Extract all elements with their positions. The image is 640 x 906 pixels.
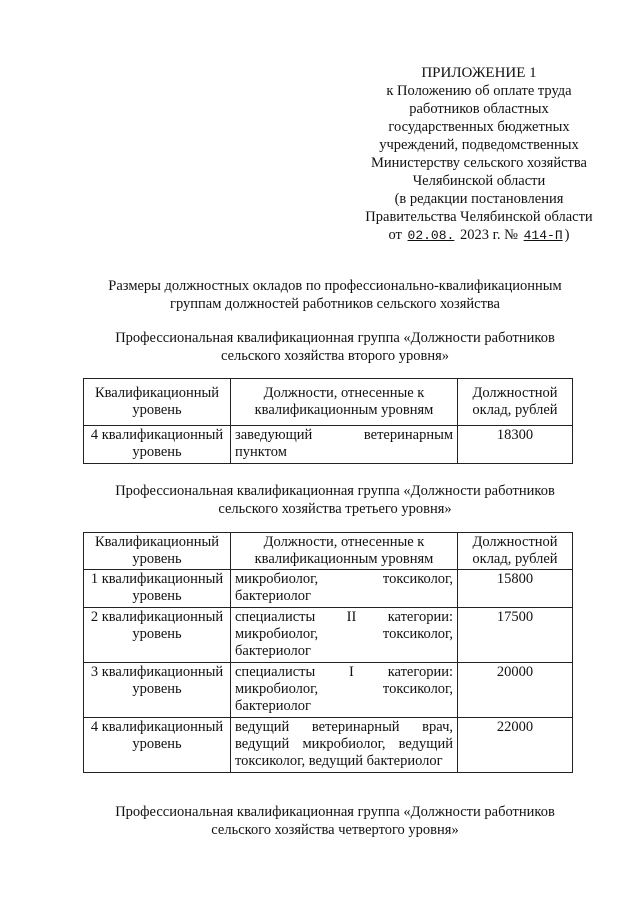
cell-level: 1 квалификационный уровень xyxy=(84,570,231,608)
table-row xyxy=(84,608,573,663)
group-heading-line: Профессиональная квалификационная группа «Должности работников xyxy=(115,483,555,499)
date-prefix: от xyxy=(388,227,402,243)
header-positions: Должности, отнесенные к квалификационным уровням xyxy=(231,533,458,570)
cell-salary: 15800 xyxy=(458,570,573,608)
group-heading-line: сельского хозяйства второго уровня» xyxy=(220,348,450,364)
document-title xyxy=(70,277,600,313)
appendix-line: работников областных xyxy=(409,101,549,117)
salary-table-second-level xyxy=(83,378,573,464)
header-salary: Должностной оклад, рублей xyxy=(458,533,573,570)
cell-positions: ведущий ветеринарный врач, ведущий микробиолог, ведущий токсиколог, ведущий бактериолог xyxy=(231,718,458,773)
close-paren: ) xyxy=(564,227,570,243)
table-row xyxy=(84,663,573,718)
appendix-line: Министерству сельского хозяйства xyxy=(371,155,587,171)
appendix-line: учреждений, подведомственных xyxy=(379,137,579,153)
appendix-title: ПРИЛОЖЕНИЕ 1 xyxy=(421,65,537,81)
appendix-date-line xyxy=(340,226,618,245)
title-line: группам должностей работников сельского хозяйства xyxy=(170,296,500,312)
appendix-header xyxy=(340,64,618,245)
cell-salary: 22000 xyxy=(458,718,573,773)
cell-salary: 20000 xyxy=(458,663,573,718)
cell-positions: специалисты II категории: микробиолог, токсиколог, бактериолог xyxy=(231,608,458,663)
group-heading-line: сельского хозяйства четвертого уровня» xyxy=(211,822,459,838)
group-heading-fourth-level xyxy=(70,803,600,839)
group-heading-second-level xyxy=(70,329,600,365)
table-row xyxy=(84,718,573,773)
cell-salary: 18300 xyxy=(458,426,573,464)
table-header-row xyxy=(84,379,573,426)
title-line: Размеры должностных окладов по профессионально-квалификационным xyxy=(108,278,562,294)
table-header-row xyxy=(84,533,573,570)
cell-positions: заведующий ветеринарным пунктом xyxy=(231,426,458,464)
header-positions: Должности, отнесенные к квалификационным уровням xyxy=(231,379,458,426)
header-salary: Должностной оклад, рублей xyxy=(458,379,573,426)
resolution-number: 414-П xyxy=(523,228,563,243)
resolution-year: 2023 г. № xyxy=(459,227,518,243)
table-row xyxy=(84,426,573,464)
cell-positions: микробиолог, токсиколог, бактериолог xyxy=(231,570,458,608)
group-heading-line: Профессиональная квалификационная группа «Должности работников xyxy=(115,804,555,820)
group-heading-third-level xyxy=(70,482,600,518)
appendix-line: к Положению об оплате труда xyxy=(386,83,572,99)
cell-level: 2 квалификационный уровень xyxy=(84,608,231,663)
appendix-line: (в редакции постановления xyxy=(394,191,564,207)
cell-level: 4 квалификационный уровень xyxy=(84,426,231,464)
header-level: Квалификационный уровень xyxy=(84,533,231,570)
cell-level: 4 квалификационный уровень xyxy=(84,718,231,773)
cell-salary: 17500 xyxy=(458,608,573,663)
group-heading-line: Профессиональная квалификационная группа «Должности работников xyxy=(115,330,555,346)
salary-table-third-level xyxy=(83,532,573,773)
appendix-line: Правительства Челябинской области xyxy=(365,209,593,225)
group-heading-line: сельского хозяйства третьего уровня» xyxy=(218,501,452,517)
cell-positions: специалисты I категории: микробиолог, токсиколог, бактериолог xyxy=(231,663,458,718)
table-row xyxy=(84,570,573,608)
appendix-line: государственных бюджетных xyxy=(388,119,570,135)
header-level: Квалификационный уровень xyxy=(84,379,231,426)
appendix-line: Челябинской области xyxy=(412,173,546,189)
cell-level: 3 квалификационный уровень xyxy=(84,663,231,718)
resolution-date: 02.08. xyxy=(407,228,455,243)
